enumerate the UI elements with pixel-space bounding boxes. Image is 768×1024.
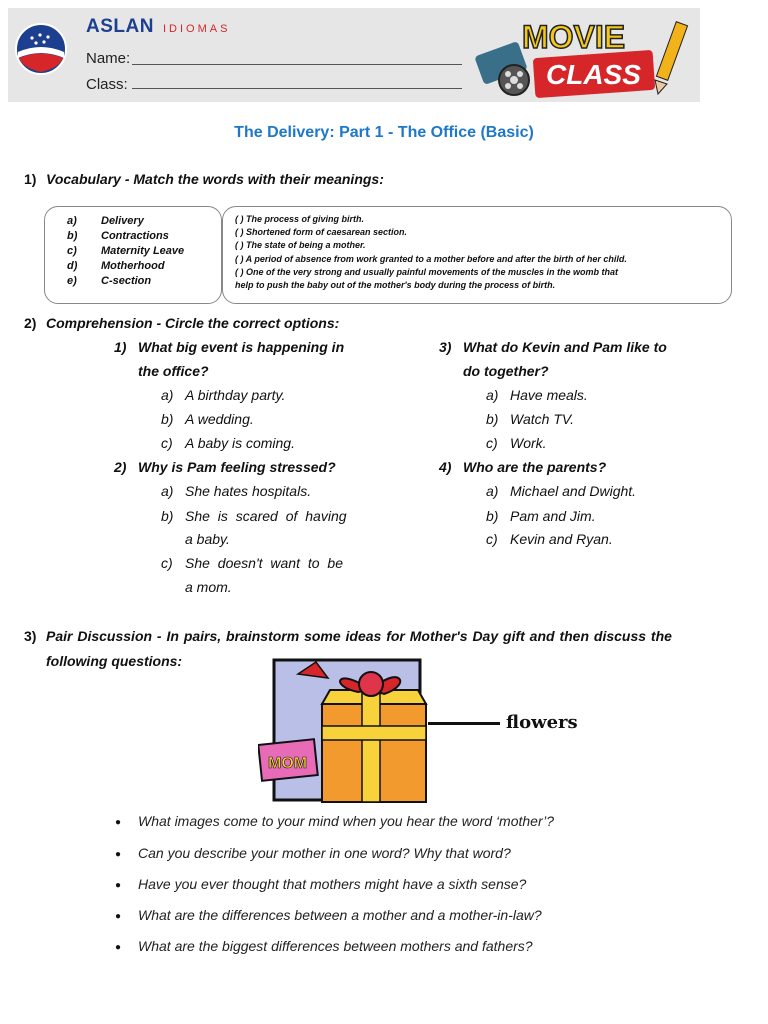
q1-option-c[interactable]: A baby is coming. [185, 435, 295, 451]
q3-option-b-letter: b) [486, 411, 499, 427]
q4-option-c[interactable]: Kevin and Ryan. [510, 531, 613, 547]
logo-word-movie: MOVIE [522, 19, 626, 55]
discussion-question: What images come to your mind when you hear the word ‘mother’? [138, 813, 555, 829]
class-label: Class: [86, 76, 128, 93]
bullet-icon: ● [115, 911, 122, 922]
q3-option-a[interactable]: Have meals. [510, 387, 588, 403]
question-1-text: What big event is happening in [138, 339, 345, 355]
q1-option-c-letter: c) [161, 435, 173, 451]
definition-item[interactable]: ( ) Shortened form of caesarean section. [235, 227, 408, 237]
q4-option-b[interactable]: Pam and Jim. [510, 508, 596, 524]
q2-option-a[interactable]: She hates hospitals. [185, 483, 312, 499]
discussion-question: Can you describe your mother in one word? Why that word? [138, 845, 511, 861]
q3-option-a-letter: a) [486, 387, 499, 403]
question-3-number: 3) [439, 339, 452, 355]
q4-option-b-letter: b) [486, 508, 499, 524]
section-3-heading [24, 628, 672, 644]
name-field[interactable] [132, 64, 462, 65]
discussion-question: Have you ever thought that mothers might have a sixth sense? [138, 876, 527, 892]
question-3-text: What do Kevin and Pam like to [463, 339, 667, 355]
class-field[interactable] [132, 88, 462, 89]
q4-option-a[interactable]: Michael and Dwight. [510, 483, 637, 499]
q2-option-c-line2: a mom. [185, 579, 232, 595]
bullet-icon: ● [115, 880, 122, 891]
vocab-words-box: a) Delivery b) Contractions c) Maternity Leave d) Motherhood e) C-section [44, 206, 222, 304]
q1-option-b-letter: b) [161, 411, 174, 427]
gift-tag-text: MOM [268, 755, 308, 772]
bullet-icon: ● [115, 849, 122, 860]
section-1-heading [24, 171, 384, 187]
globe-logo-icon [14, 22, 68, 76]
q1-option-a[interactable]: A birthday party. [185, 387, 286, 403]
section-2-heading [24, 315, 339, 331]
definition-item[interactable]: ( ) A period of absence from work granted to a mother before and after the birth of her child. [235, 254, 627, 264]
q3-option-c-letter: c) [486, 435, 498, 451]
question-1-number: 1) [114, 339, 127, 355]
section-1-title: Vocabulary - Match the words with their meanings: [46, 171, 384, 187]
brand-name: ASLAN [86, 16, 154, 37]
q3-option-b[interactable]: Watch TV. [510, 411, 575, 427]
question-1-text-line2: the office? [138, 363, 209, 379]
discussion-question: What are the differences between a mother and a mother-in-law? [138, 907, 542, 923]
flowers-label: flowers [506, 712, 578, 733]
q2-option-b-letter: b) [161, 508, 174, 524]
question-2-text: Why is Pam feeling stressed? [138, 459, 336, 475]
q4-option-c-letter: c) [486, 531, 498, 547]
movie-class-logo [470, 14, 700, 102]
logo-word-class: CLASS [546, 59, 641, 90]
q4-option-a-letter: a) [486, 483, 499, 499]
q1-option-a-letter: a) [161, 387, 174, 403]
section-3-heading-line2: following questions: [46, 653, 183, 669]
q2-option-b[interactable]: She is scared of having [185, 508, 347, 524]
q2-option-c[interactable]: She doesn't want to be [185, 555, 343, 571]
bullet-icon: ● [115, 942, 122, 953]
pencil-icon [655, 22, 688, 94]
section-2-title: Comprehension - Circle the correct options: [46, 315, 340, 331]
definition-continuation: help to push the baby out of the mother's body during the process of birth. [235, 280, 556, 290]
definition-item[interactable]: ( ) The process of giving birth. [235, 214, 365, 224]
flowers-pointer-line [428, 722, 500, 725]
q1-option-b[interactable]: A wedding. [185, 411, 254, 427]
vocab-definitions-box [222, 206, 732, 304]
section-1-number: 1) [24, 171, 37, 187]
gift-box-illustration [258, 656, 428, 806]
section-2-number: 2) [24, 315, 37, 331]
q2-option-a-letter: a) [161, 483, 174, 499]
name-label: Name: [86, 50, 131, 67]
definition-item[interactable]: ( ) One of the very strong and usually painful movements of the muscles in the womb that [235, 267, 619, 277]
section-3-number: 3) [24, 628, 37, 644]
question-3-text-line2: do together? [463, 363, 549, 379]
question-4-number: 4) [439, 459, 452, 475]
q3-option-c[interactable]: Work. [510, 435, 547, 451]
q2-option-b-line2: a baby. [185, 531, 230, 547]
bullet-icon: ● [115, 817, 122, 828]
q2-option-c-letter: c) [161, 555, 173, 571]
question-4-text: Who are the parents? [463, 459, 607, 475]
definition-item[interactable]: ( ) The state of being a mother. [235, 240, 366, 250]
film-reel-icon [474, 41, 529, 95]
worksheet-title: The Delivery: Part 1 - The Office (Basic) [234, 124, 534, 141]
brand-subtitle: IDIOMAS [163, 23, 231, 35]
discussion-question: What are the biggest differences between mothers and fathers? [138, 938, 533, 954]
section-3-title: Pair Discussion - In pairs, brainstorm some ideas for Mother's Day gift and then discuss the [46, 628, 672, 644]
question-2-number: 2) [114, 459, 127, 475]
